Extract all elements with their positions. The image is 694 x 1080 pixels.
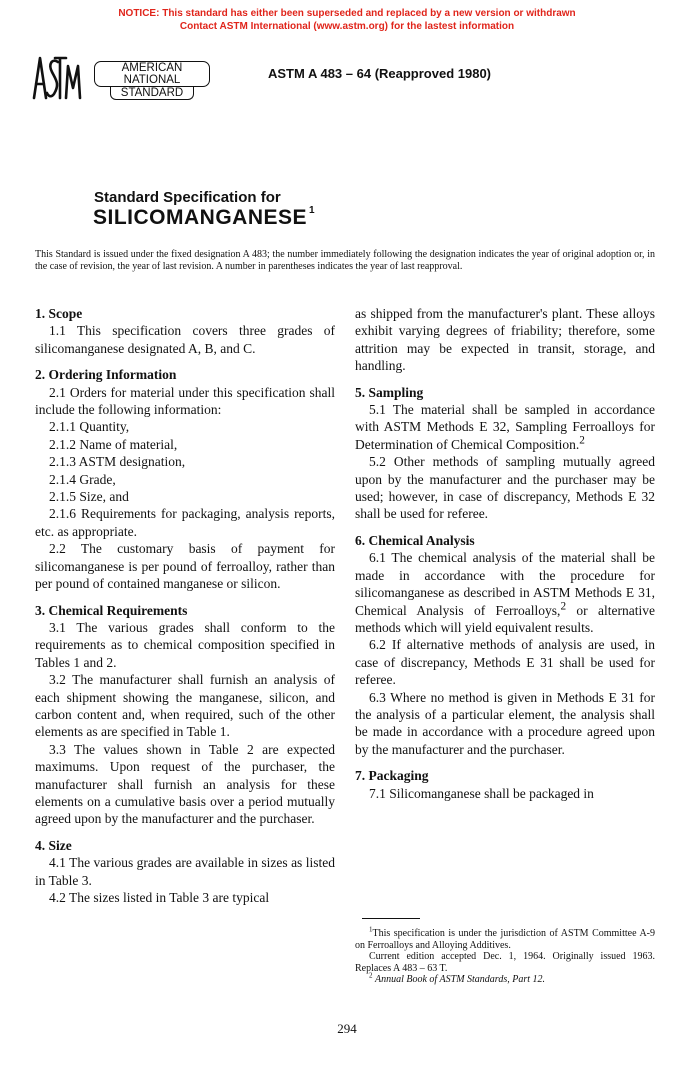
notice-line-1: NOTICE: This standard has either been superseded and replaced by a new version or withdrawn [118, 8, 576, 19]
footnote-rule [362, 918, 420, 919]
list-item: 2.1.3 ASTM designation, [49, 454, 186, 470]
withdrawal-notice [0, 7, 694, 33]
paragraph [355, 549, 655, 636]
ans-line-1: AMERICAN NATIONAL [94, 61, 210, 87]
list-item: 2.1.6 Requirements for packaging, analysis reports, etc. as appropriate. [35, 506, 335, 539]
footnote-mark: 1 [369, 925, 373, 934]
footnote-text: Annual Book of ASTM Standards, Part 12. [375, 974, 545, 986]
title-prefix: Standard Specification for [94, 189, 281, 206]
section-heading: 3. Chemical Requirements [35, 602, 188, 618]
paragraph: as shipped from the manufacturer's plant. These alloys exhibit varying degrees of friability; therefore, some attrition may be expected in transit, storage, and handling. [355, 306, 655, 374]
notice-line-2: Contact ASTM International (www.astm.org) for the lastest information [179, 21, 515, 32]
footnote [355, 925, 655, 951]
page-number: 294 [337, 1021, 357, 1036]
list-item: 2.1.5 Size, and [49, 489, 129, 505]
title-text: SILICOMANGANESE [93, 206, 308, 229]
list-item: 2.1.4 Grade, [49, 471, 116, 487]
footnote-mark: 2 [369, 972, 373, 981]
paragraph-text: 5.1 The material shall be sampled in accordance with ASTM Methods E 32, Sampling Ferroalloys for Determination of Chemical Composition. [355, 402, 655, 452]
right-column [355, 305, 655, 802]
paragraph [355, 401, 655, 453]
ans-line-2: STANDARD [110, 87, 194, 100]
paragraph: 3.2 The manufacturer shall furnish an analysis of each shipment showing the manganese, silicon, and carbon content and, when required, such of the other elements as are specified in Table 1. [35, 672, 335, 740]
footnote [355, 974, 655, 986]
paragraph: 7.1 Silicomanganese shall be packaged in [369, 785, 594, 801]
footnotes [355, 925, 655, 986]
paragraph: 5.2 Other methods of sampling mutually agreed upon by the manufacturer and the purchaser may be used; however, in case of discrepancy, Methods E 32 shall be used for referee. [355, 454, 655, 522]
astm-logo [30, 50, 82, 102]
paragraph: 4.2 The sizes listed in Table 3 are typical [49, 890, 270, 905]
section-heading: 1. Scope [35, 306, 83, 321]
footnote: Current edition accepted Dec. 1, 1964. Originally issued 1963. Replaces A 483 – 63 T. [355, 951, 655, 974]
paragraph: 3.3 The values shown in Table 2 are expected maximums. Upon request of the purchaser, the manufacturer shall furnish an analysis for these elements on a cumulative basis over a period mutually agreed upon by the manufacturer and the purchaser. [35, 741, 335, 827]
section-heading: 5. Sampling [355, 384, 424, 400]
paragraph: 1.1 This specification covers three grades of silicomanganese designated A, B, and C. [35, 323, 335, 356]
paragraph: 4.1 The various grades are available in sizes as listed in Table 3. [35, 855, 335, 888]
paragraph: 2.2 The customary basis of payment for silicomanganese is per pound of ferroalloy, rather than per pound of contained manganese or silicon. [35, 541, 335, 592]
title-footnote-mark: 1 [309, 205, 316, 216]
footnote-mark: 2 [560, 600, 567, 612]
section-heading: 7. Packaging [355, 768, 429, 784]
list-item: 2.1.1 Quantity, [49, 419, 130, 435]
paragraph: 6.2 If alternative methods of analysis are used, in case of discrepancy, Methods E 31 shall be used for referee. [355, 637, 655, 688]
footnote-mark: 2 [579, 434, 585, 447]
list-item: 2.1.2 Name of material, [49, 436, 178, 452]
american-national-standard-badge [90, 61, 214, 99]
document-title [93, 206, 315, 230]
issue-note: This Standard is issued under the fixed designation A 483; the number immediately following the designation indicates the year of original adoption or, in the case of revision, the year of last revision. A number in parentheses indicates the year of last reapproval. [35, 249, 655, 272]
paragraph: 3.1 The various grades shall conform to the requirements as to chemical composition specified in Tables 1 and 2. [35, 619, 335, 670]
paragraph: 6.3 Where no method is given in Methods E 31 for the analysis of a particular element, the analysis shall be made in accordance with a procedure agreed upon by the manufacturer and the purchaser. [355, 689, 655, 757]
designation: ASTM A 483 – 64 (Reapproved 1980) [268, 66, 492, 81]
paragraph: 2.1 Orders for material under this specification shall include the following information: [35, 384, 335, 418]
paragraph-text: or alternative methods which will yield equivalent results. [355, 602, 655, 635]
section-heading: 2. Ordering Information [35, 367, 177, 383]
paragraph-text: 6.1 The chemical analysis of the material shall be made in accordance with the procedure for silicomanganese as described in ASTM Methods E 31, Chemical Analysis of Ferroalloys, [355, 550, 655, 618]
section-heading: 4. Size [35, 837, 72, 853]
left-column [35, 305, 335, 906]
footnote-text: This specification is under the jurisdiction of ASTM Committee A-9 on Ferroalloys and Alloying Additives. [355, 928, 655, 951]
section-heading: 6. Chemical Analysis [355, 532, 475, 548]
